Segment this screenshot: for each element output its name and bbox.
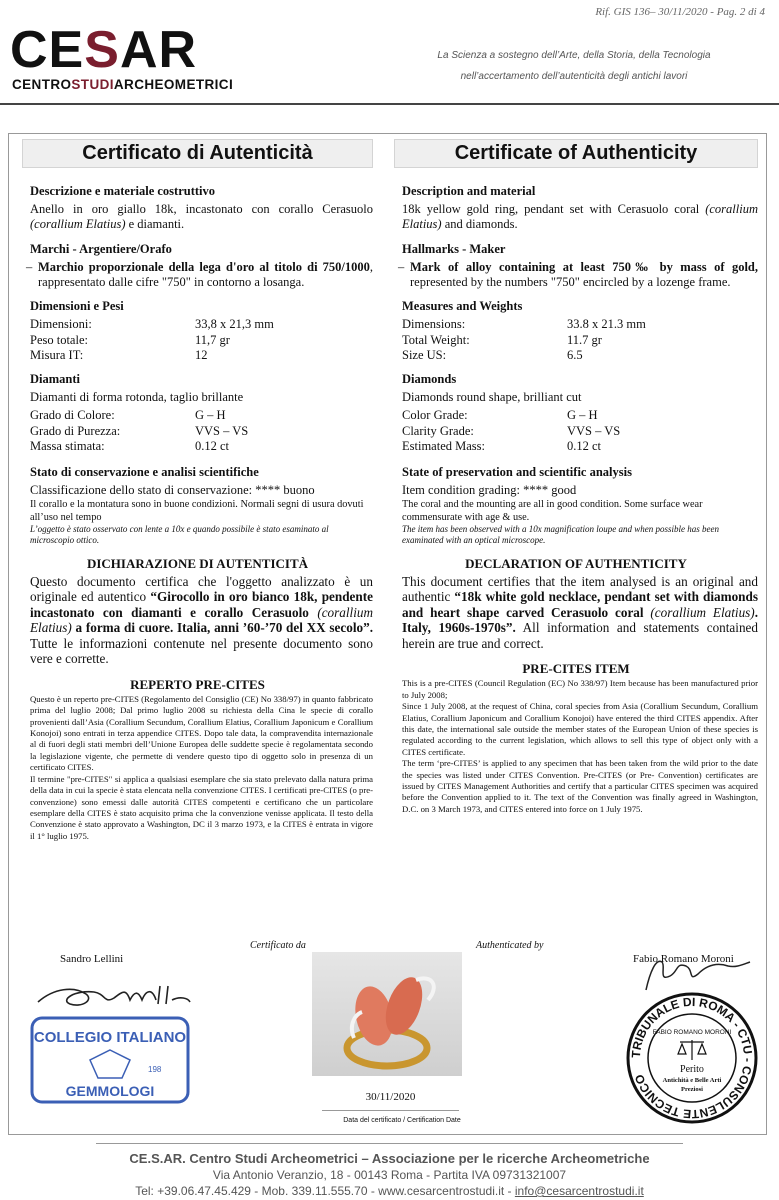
en-desc-b: and diamonds. <box>441 217 518 232</box>
en-hallmarks-heading: Hallmarks - Maker <box>402 241 506 256</box>
certificate-date-caption: Data del certificato / Certification Date <box>343 1117 461 1124</box>
en-precites-heading: PRE-CITES ITEM <box>522 661 630 677</box>
en-dim-row <box>394 348 758 363</box>
en-declaration-heading: DECLARATION OF AUTHENTICITY <box>465 556 687 572</box>
en-condition-method: The item has been observed with a 10x magnification loupe and when possible has been examinated with an optical microscope. <box>402 524 719 546</box>
row-key: Dimensioni: <box>30 317 92 332</box>
it-desc-a: Anello in oro giallo 18k, incastonato con corallo Cerasuolo <box>30 202 373 217</box>
it-precites-text: Questo è un reperto pre-CITES (Regolamento del Consiglio (CE) No 338/97) in quanto fabbricato prima del luglio 2008; Dal primo luglio 2008 su richiesta della Cina le specie di corallo provenienti dall’Asia (Corallium Secundum, Corallium Elatius, Corallium Japonicum e Corallium Konojoi) sono entrati in terza appendice CITES. Dopo tale data, la compravendita internazionale al di fuori degli stati membri dell’Unione Europea delle suddette specie è regolamentata secondo la legislazione vigente, che permette di vendere questo tipo di oggetto solo in presenza di un certificato CITES. <box>30 693 373 773</box>
certificate-date: 30/11/2020 <box>365 1091 416 1103</box>
it-condition-grade: Classificazione dello stato di conservazione: **** buono <box>30 483 315 498</box>
stamp-left-bottom: GEMMOLOGI <box>65 1083 155 1099</box>
en-description-heading: Description and material <box>402 184 536 198</box>
en-measures-heading: Measures and Weights <box>402 299 523 314</box>
row-key: Size US: <box>402 347 447 362</box>
it-declaration <box>22 574 373 667</box>
row-key: Dimensions: <box>402 317 466 332</box>
it-description <box>22 202 373 232</box>
it-dia-row <box>22 439 373 454</box>
en-decl-d: All information and statements contained herein are true and correct. <box>402 620 758 651</box>
logo-sub-2: STUDI <box>71 77 114 92</box>
row-value: 33.8 x 21.3 mm <box>567 317 646 332</box>
row-key: Clarity Grade: <box>402 423 474 438</box>
it-precites-heading: REPERTO PRE-CITES <box>130 676 265 692</box>
logo-text-2: AR <box>119 21 198 79</box>
it-dim-row <box>22 317 373 332</box>
cesar-logo <box>10 21 198 79</box>
en-precites-text-3: The term ‘pre-CITES’ is applied to any specimen that has been taken from the wild prior to the date the species was listed under CITES Convention. Pre-CITES (or Pre- Convention) certificates are issued by CITES Management Authorities and certify that a particular CITES specimen was acquired before the Convention applied to it. The text of the Convention was finally agreed in Washington, D.C. on 3 March 1973, and CITES entered into force on 1 July 1975. <box>402 758 758 814</box>
it-description-heading: Descrizione e materiale costruttivo <box>30 184 215 198</box>
it-mark-rest: , rappresentato dalle cifre "750" in contorno a losanga. <box>38 259 373 290</box>
row-key: Color Grade: <box>402 408 468 423</box>
tagline <box>396 45 752 87</box>
date-line <box>322 1110 459 1111</box>
logo-text-1: CE <box>10 21 85 79</box>
reference-number: Rif. GIS 136– 30/11/2020 - Pag. 2 di 4 <box>595 6 765 18</box>
stamp-right-name: FABIO ROMANO MORONI <box>652 1029 732 1036</box>
row-key: Grado di Purezza: <box>30 423 121 438</box>
en-dia-row <box>394 439 758 454</box>
en-condition-note: The coral and the mounting are all in good condition. Some surface wear commensurate with age & use. <box>402 499 703 524</box>
en-hallmark-item <box>394 260 758 290</box>
right-signer-name: Fabio Romano Moroni <box>633 953 734 965</box>
it-declaration-heading: DICHIARAZIONE DI AUTENTICITÀ <box>86 556 309 572</box>
gemmologi-stamp-icon <box>30 1016 190 1104</box>
row-value: 12 <box>195 347 208 362</box>
en-hallmark-text <box>410 260 758 290</box>
en-dia-row <box>394 408 758 423</box>
en-decl-i: (corallium Elatius) <box>650 604 755 620</box>
it-decl-c: a forma di cuore. Italia, anni ’60-’70 del XX secolo”. <box>71 620 373 636</box>
left-signer-name: Sandro Lellini <box>60 953 124 965</box>
ring-icon <box>312 952 462 1076</box>
logo-sub-3: ARCHEOMETRICI <box>113 77 234 92</box>
bullet-dash: – <box>398 259 405 274</box>
stamp-left-num: 198 <box>148 1065 162 1074</box>
it-decl-d: Tutte le informazioni contenute nel presente documento sono vere e corrette. <box>30 635 373 667</box>
it-dim-row <box>22 348 373 363</box>
en-decl-a: This document certifies that the item analysed is an original and authentic <box>402 573 758 605</box>
row-value: 11,7 gr <box>195 332 230 347</box>
en-declaration <box>394 574 758 652</box>
it-hallmarks-heading: Marchi - Argentiere/Orafo <box>30 241 172 256</box>
row-value: G – H <box>567 408 598 423</box>
en-dim-row <box>394 333 758 348</box>
italian-column <box>22 139 373 842</box>
footer-email-link[interactable]: info@cesarcentrostudi.it <box>514 1184 644 1198</box>
row-value: 11.7 gr <box>567 332 602 347</box>
footer-contacts <box>0 1184 779 1198</box>
row-key: Misura IT: <box>30 347 84 362</box>
en-condition-heading: State of preservation and scientific analysis <box>402 465 632 480</box>
en-precites-text-2: Since 1 July 2008, at the request of China, coral species from Asia (Corallium Secundum, Corallium Elatius, Corallium Japonicum and Corallium Konojoi) have entered the third CITES appendix. After this date, the international sale outside the member states of the European Union of these species is regulated according to the current legislation, which allows to sell this type of object only with a CITES certificate. <box>402 701 758 757</box>
en-description <box>394 202 758 232</box>
en-diamonds-desc: Diamonds round shape, brilliant cut <box>402 390 582 405</box>
en-dia-row <box>394 424 758 439</box>
left-signature-icon <box>34 978 194 1014</box>
authenticated-by-label: Authenticated by <box>476 940 544 951</box>
row-value: 0.12 ct <box>567 438 602 453</box>
tagline-line-2: nell’accertamento dell’autenticità degli antichi lavori <box>460 71 688 82</box>
it-decl-b: “Girocollo in oro bianco 18k, pendente incastonato con diamanti e corallo Cerasuolo <box>30 589 373 620</box>
tribunale-stamp-icon <box>624 990 760 1126</box>
stamp-left-top: COLLEGIO ITALIANO <box>33 1029 187 1046</box>
row-key: Grado di Colore: <box>30 408 115 423</box>
en-dim-row <box>394 317 758 332</box>
it-diamonds-heading: Diamanti <box>30 372 80 387</box>
it-condition-heading: Stato di conservazione e analisi scientifiche <box>30 465 259 480</box>
footer-org: CE.S.AR. Centro Studi Archeometrici – Associazione per le ricerche Archeometriche <box>129 1151 650 1166</box>
row-value: VVS – VS <box>195 423 249 438</box>
logo-subtitle <box>12 77 233 92</box>
it-hallmark-text <box>38 260 373 290</box>
it-hallmark-item <box>22 260 373 290</box>
ring-photo <box>312 952 462 1076</box>
row-value: 6.5 <box>567 347 583 362</box>
it-dim-row <box>22 333 373 348</box>
en-decl-c: . Italy, 1960s-1970s”. <box>402 604 758 636</box>
bullet-dash: – <box>26 259 33 274</box>
en-diamonds-heading: Diamonds <box>402 372 457 387</box>
row-value: 0.12 ct <box>195 438 230 453</box>
row-key: Total Weight: <box>402 332 470 347</box>
it-precites-text-2: Il termine "pre-CITES" si applica a qualsiasi esemplare che sia stato prelevato dalla natura prima della data in cui la specie è stata elencata nella convenzione CITES. I certificati pre-CITES (o pre-convenzione) sono emessi dalle autorità CITES competenti e certificano che un particolare esemplare della CITES è stato acquisito prima che la convenzione venisse applicata. Il testo della Convenzione è stato approvato a Washington, DC il 3 marzo 1973, e la CITES è entrata in vigore il 1° luglio 1975. <box>30 773 373 841</box>
en-decl-b: “18k white gold necklace, pendant set with diamonds and heart shape carved Cerasuolo coral <box>402 589 758 620</box>
footer-divider <box>96 1143 683 1144</box>
tagline-line-1: La Scienza a sostegno dell’Arte, della Storia, della Tecnologia <box>437 50 711 61</box>
en-desc-i: (corallium Elatius) <box>402 202 758 232</box>
row-value: G – H <box>195 408 226 423</box>
english-title: Certificate of Authenticity <box>394 139 758 168</box>
it-desc-i: (corallium Elatius) <box>30 217 126 232</box>
it-condition-method: L’oggetto è stato osservato con lente a 10x e quando possibile è stato esaminato al microscopio ottico. <box>30 524 329 546</box>
italian-title: Certificato di Autenticità <box>22 139 373 168</box>
it-desc-b: e diamanti. <box>125 217 185 232</box>
footer-contacts-text: Tel: +39.06.47.45.429 - Mob. 339.11.555.70 - www.cesarcentrostudi.it - <box>135 1184 515 1198</box>
it-condition-note: Il corallo e la montatura sono in buone condizioni. Normali segni di usura dovuti all’uso nel tempo <box>30 499 364 524</box>
it-mark-bold: Marchio proporzionale della lega d'oro al titolo di 750/1000 <box>38 259 370 274</box>
logo-sub-1: CENTRO <box>12 77 72 92</box>
it-dia-row <box>22 408 373 423</box>
it-dia-row <box>22 424 373 439</box>
footer-address: Via Antonio Veranzio, 18 - 00143 Roma - Partita IVA 09731321007 <box>212 1168 567 1182</box>
it-decl-i: (corallium Elatius) <box>30 604 373 636</box>
en-condition-grade: Item condition grading: **** good <box>402 483 577 498</box>
en-precites-text: This is a pre-CITES (Council Regulation (EC) No 338/97) Item because has been manufactured prior to July 2008; <box>402 678 758 700</box>
row-value: VVS – VS <box>567 423 621 438</box>
it-diamonds-desc: Diamanti di forma rotonda, taglio brillante <box>30 390 244 405</box>
row-value: 33,8 x 21,3 mm <box>195 317 274 332</box>
row-key: Estimated Mass: <box>402 438 485 453</box>
stamp-right-ring: TRIBUNALE DI ROMA - CTU - CONSULENTE TECNICO <box>628 994 756 1122</box>
stamp-right-sub2: Preziosi <box>681 1086 703 1093</box>
en-mark-bold: Mark of alloy containing at least 750‰ by mass of gold, <box>410 259 758 274</box>
en-desc-a: 18k yellow gold ring, pendant set with Cerasuolo coral <box>402 202 706 217</box>
it-dimensions-heading: Dimensioni e Pesi <box>30 299 124 314</box>
row-key: Massa stimata: <box>30 438 105 453</box>
stamp-right-sub1: Antichità e Belle Arti <box>662 1077 722 1084</box>
it-decl-a: Questo documento certifica che l'oggetto analizzato è un originale ed autentico <box>30 573 373 605</box>
row-key: Peso totale: <box>30 332 88 347</box>
logo-text-s: S <box>84 21 120 79</box>
stamp-right-role: Perito <box>680 1064 704 1075</box>
english-column <box>394 139 758 815</box>
certified-by-label: Certificato da <box>250 940 306 951</box>
en-mark-rest: represented by the numbers "750" encircled by a lozenge frame. <box>410 275 731 290</box>
header-divider <box>0 103 779 105</box>
